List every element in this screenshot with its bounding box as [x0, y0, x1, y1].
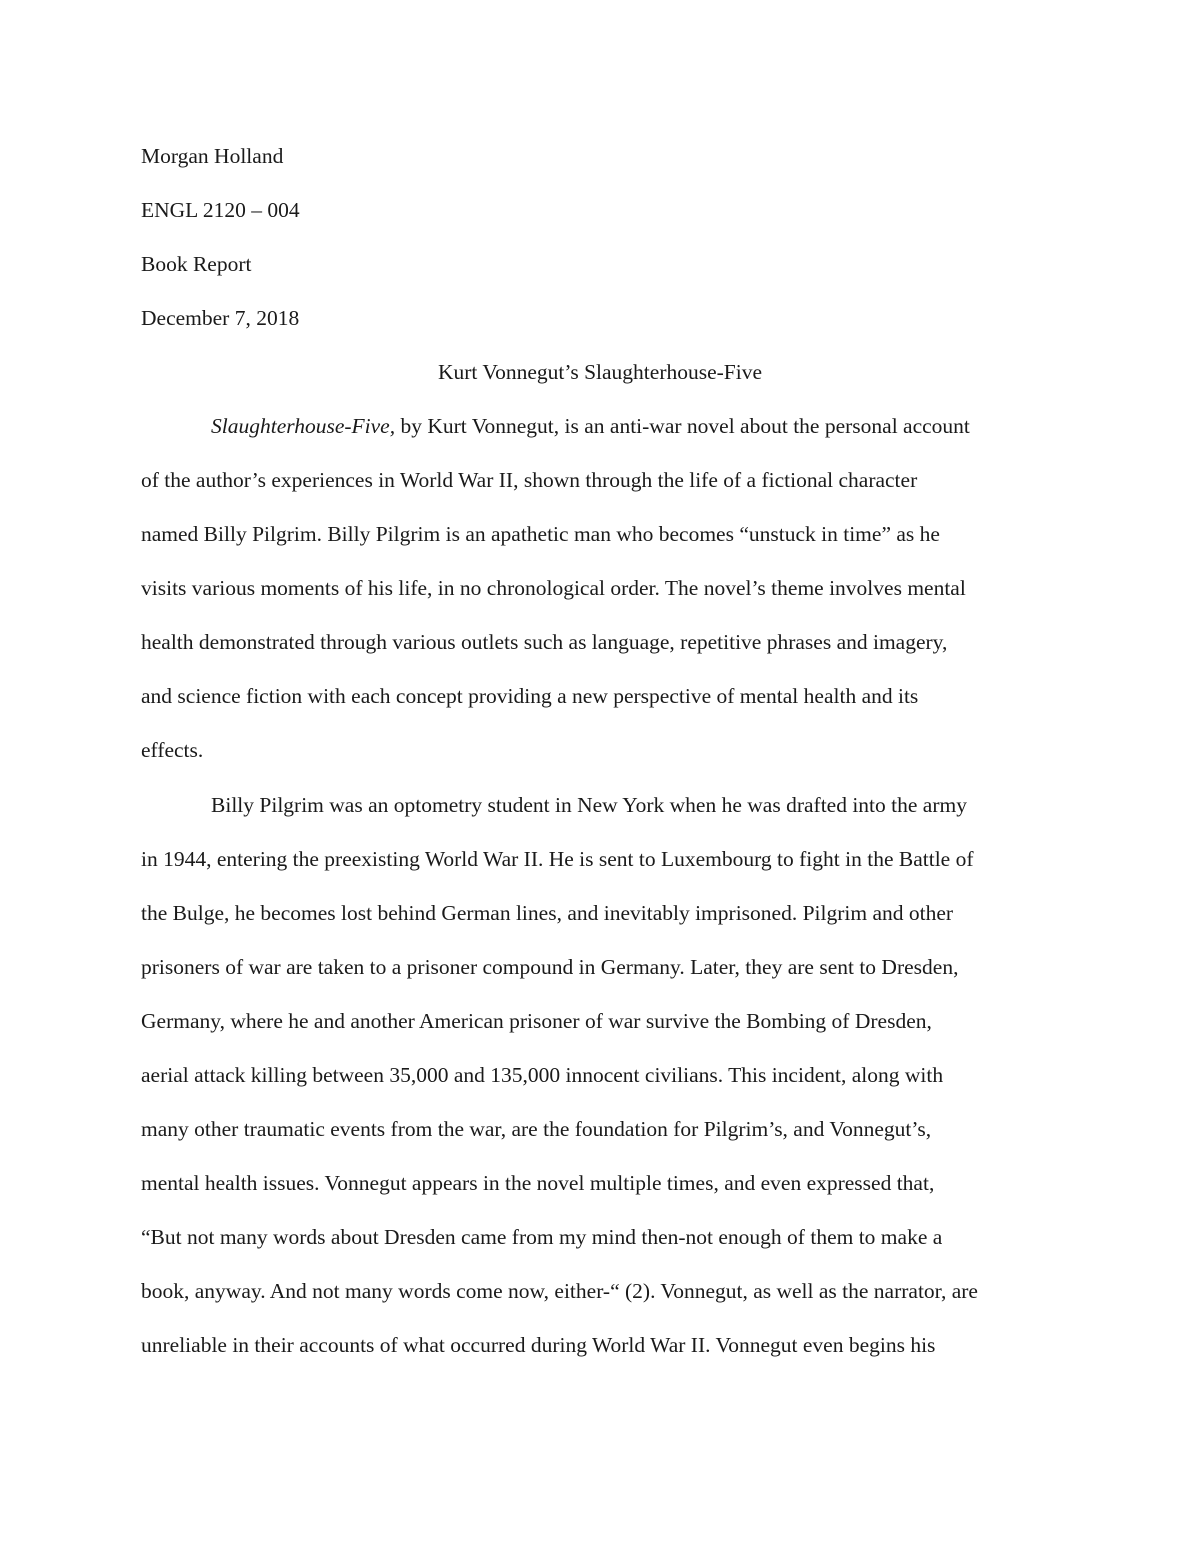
paragraph-1-line: visits various moments of his life, in no chronological order. The novel’s theme involves mental [141, 576, 966, 600]
paragraph-2-line: book, anyway. And not many words come now, either-“ (2). Vonnegut, as well as the narrator, are [141, 1279, 978, 1303]
paragraph-1-line: of the author’s experiences in World War II, shown through the life of a fictional character [141, 468, 918, 492]
paragraph-2-line: aerial attack killing between 35,000 and 135,000 innocent civilians. This incident, along with [141, 1063, 944, 1087]
paragraph-2-line: in 1944, entering the preexisting World War II. He is sent to Luxembourg to fight in the Battle of [141, 847, 974, 871]
paragraph-2-line: many other traumatic events from the war, are the foundation for Pilgrim’s, and Vonnegut’s, [141, 1117, 932, 1141]
paragraph-1-line: health demonstrated through various outlets such as language, repetitive phrases and imagery, [141, 630, 948, 654]
paragraph-1-line-1 [211, 416, 970, 438]
paragraph-1-line: and science fiction with each concept providing a new perspective of mental health and its [141, 684, 919, 708]
course-code: ENGL 2120 – 004 [141, 198, 300, 222]
report-date: December 7, 2018 [141, 306, 300, 330]
book-title-italic: Slaughterhouse-Five, [211, 414, 396, 438]
document-title: Kurt Vonnegut’s Slaughterhouse-Five [437, 360, 763, 384]
paragraph-1-line: named Billy Pilgrim. Billy Pilgrim is an apathetic man who becomes “unstuck in time” as he [141, 522, 940, 546]
paragraph-2-line: Billy Pilgrim was an optometry student in New York when he was drafted into the army [211, 793, 967, 817]
paragraph-2-line: unreliable in their accounts of what occurred during World War II. Vonnegut even begins his [141, 1333, 936, 1357]
paragraph-1-line-1-rest: by Kurt Vonnegut, is an anti-war novel about the personal account [395, 414, 970, 438]
paragraph-2-line: prisoners of war are taken to a prisoner compound in Germany. Later, they are sent to Dresden, [141, 955, 959, 979]
paragraph-2-line: “But not many words about Dresden came from my mind then-not enough of them to make a [141, 1225, 943, 1249]
paragraph-1-line: effects. [141, 738, 204, 762]
paragraph-2-line: mental health issues. Vonnegut appears in the novel multiple times, and even expressed that, [141, 1171, 935, 1195]
author-name: Morgan Holland [141, 144, 284, 168]
assignment-type: Book Report [141, 252, 252, 276]
paragraph-2-line: Germany, where he and another American prisoner of war survive the Bombing of Dresden, [141, 1009, 932, 1033]
paragraph-2-line: the Bulge, he becomes lost behind German lines, and inevitably imprisoned. Pilgrim and other [141, 901, 954, 925]
